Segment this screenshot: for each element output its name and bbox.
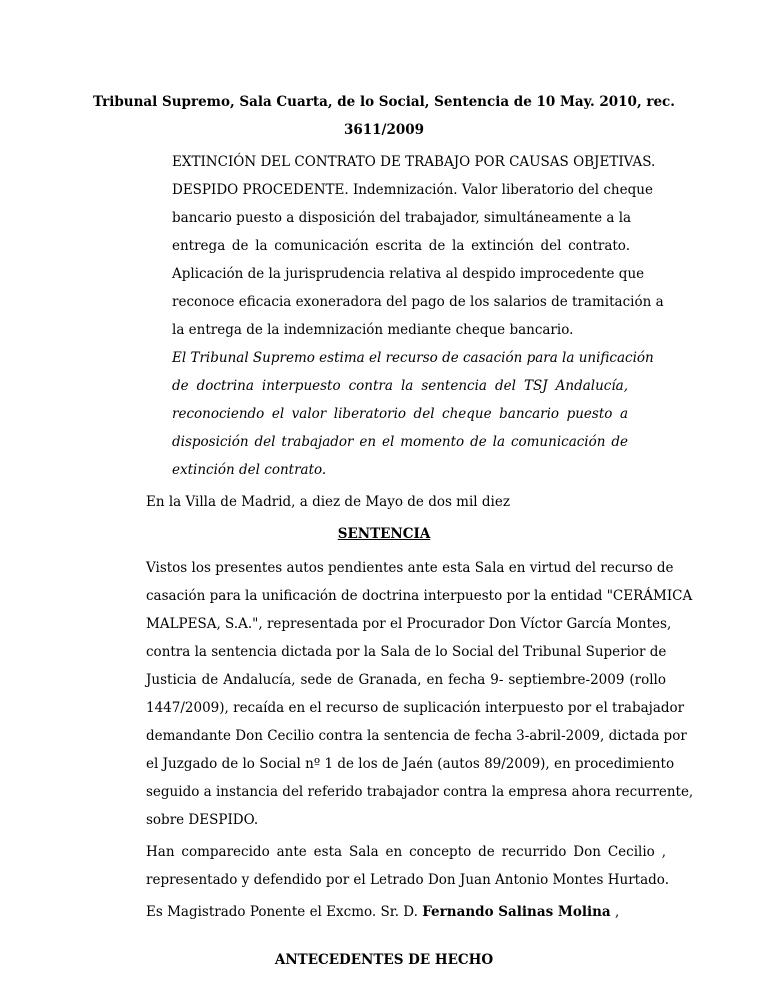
body-line: Han comparecido ante esta Sala en concepto de recurrido Don Cecilio , — [146, 844, 666, 860]
summary-line: Aplicación de la jurisprudencia relativa al despido improcedente que — [172, 266, 645, 282]
body-line: sobre DESPIDO. — [146, 812, 259, 828]
summary-line: la entrega de la indemnización mediante cheque bancario. — [172, 322, 574, 338]
body-line: demandante Don Cecilio contra la sentencia de fecha 3-abril-2009, dictada por — [146, 728, 687, 744]
body-line: MALPESA, S.A.", representada por el Procurador Don Víctor García Montes, — [146, 616, 672, 632]
document-title-line-2: 3611/2009 — [343, 122, 425, 138]
body-paragraph-1 — [146, 554, 694, 834]
summary-line: DESPIDO PROCEDENTE. Indemnización. Valor liberatorio del cheque — [172, 182, 653, 198]
body-line: contra la sentencia dictada por la Sala de lo Social del Tribunal Superior de — [146, 644, 667, 660]
ponente-prefix: Es Magistrado Ponente el Excmo. Sr. D. — [146, 904, 418, 920]
body-paragraph-2 — [146, 838, 669, 894]
body-line: 1447/2009), recaída en el recurso de suplicación interpuesto por el trabajador — [146, 700, 685, 716]
summary-line: reconoce eficacia exoneradora del pago de los salarios de tramitación a — [172, 294, 664, 310]
summary-line: EXTINCIÓN DEL CONTRATO DE TRABAJO POR CAUSAS OBJETIVAS. — [172, 154, 656, 170]
body-line: seguido a instancia del referido trabajador contra la empresa ahora recurrente, — [146, 784, 694, 800]
abstract-line: de doctrina interpuesto contra la sentencia del TSJ Andalucía, — [172, 378, 628, 394]
sentencia-heading: SENTENCIA — [337, 526, 431, 542]
ponente-suffix: , — [614, 904, 620, 920]
body-line: Justicia de Andalucía, sede de Granada, en fecha 9- septiembre-2009 (rollo — [146, 672, 666, 688]
abstract-line: disposición del trabajador en el momento de la comunicación de — [172, 434, 628, 450]
body-line: el Juzgado de lo Social nº 1 de los de Jaén (autos 89/2009), en procedimiento — [146, 756, 675, 772]
abstract-line: El Tribunal Supremo estima el recurso de casación para la unificación — [172, 350, 654, 366]
summary-line: bancario puesto a disposición del trabajador, simultáneamente a la — [172, 210, 632, 226]
document-title-line-1: Tribunal Supremo, Sala Cuarta, de lo Social, Sentencia de 10 May. 2010, rec. — [93, 94, 675, 110]
ponente-line — [146, 898, 666, 926]
summary-block — [172, 148, 664, 344]
summary-line: entrega de la comunicación escrita de la extinción del contrato. — [172, 238, 630, 254]
body-line: Vistos los presentes autos pendientes ante esta Sala en virtud del recurso de — [146, 560, 674, 576]
abstract-block — [172, 344, 654, 484]
abstract-line: extinción del contrato. — [172, 462, 327, 478]
body-paragraph-3 — [146, 898, 666, 926]
antecedentes-heading: ANTECEDENTES DE HECHO — [274, 952, 494, 968]
body-line: representado y defendido por el Letrado Don Juan Antonio Montes Hurtado. — [146, 872, 669, 888]
place-date-text: En la Villa de Madrid, a diez de Mayo de dos mil diez — [146, 494, 510, 510]
abstract-line: reconociendo el valor liberatorio del cheque bancario puesto a — [172, 406, 628, 422]
body-line: casación para la unificación de doctrina interpuesto por la entidad "CERÁMICA — [146, 588, 693, 604]
place-date — [146, 488, 666, 516]
ponente-name: Fernando Salinas Molina — [422, 904, 611, 920]
